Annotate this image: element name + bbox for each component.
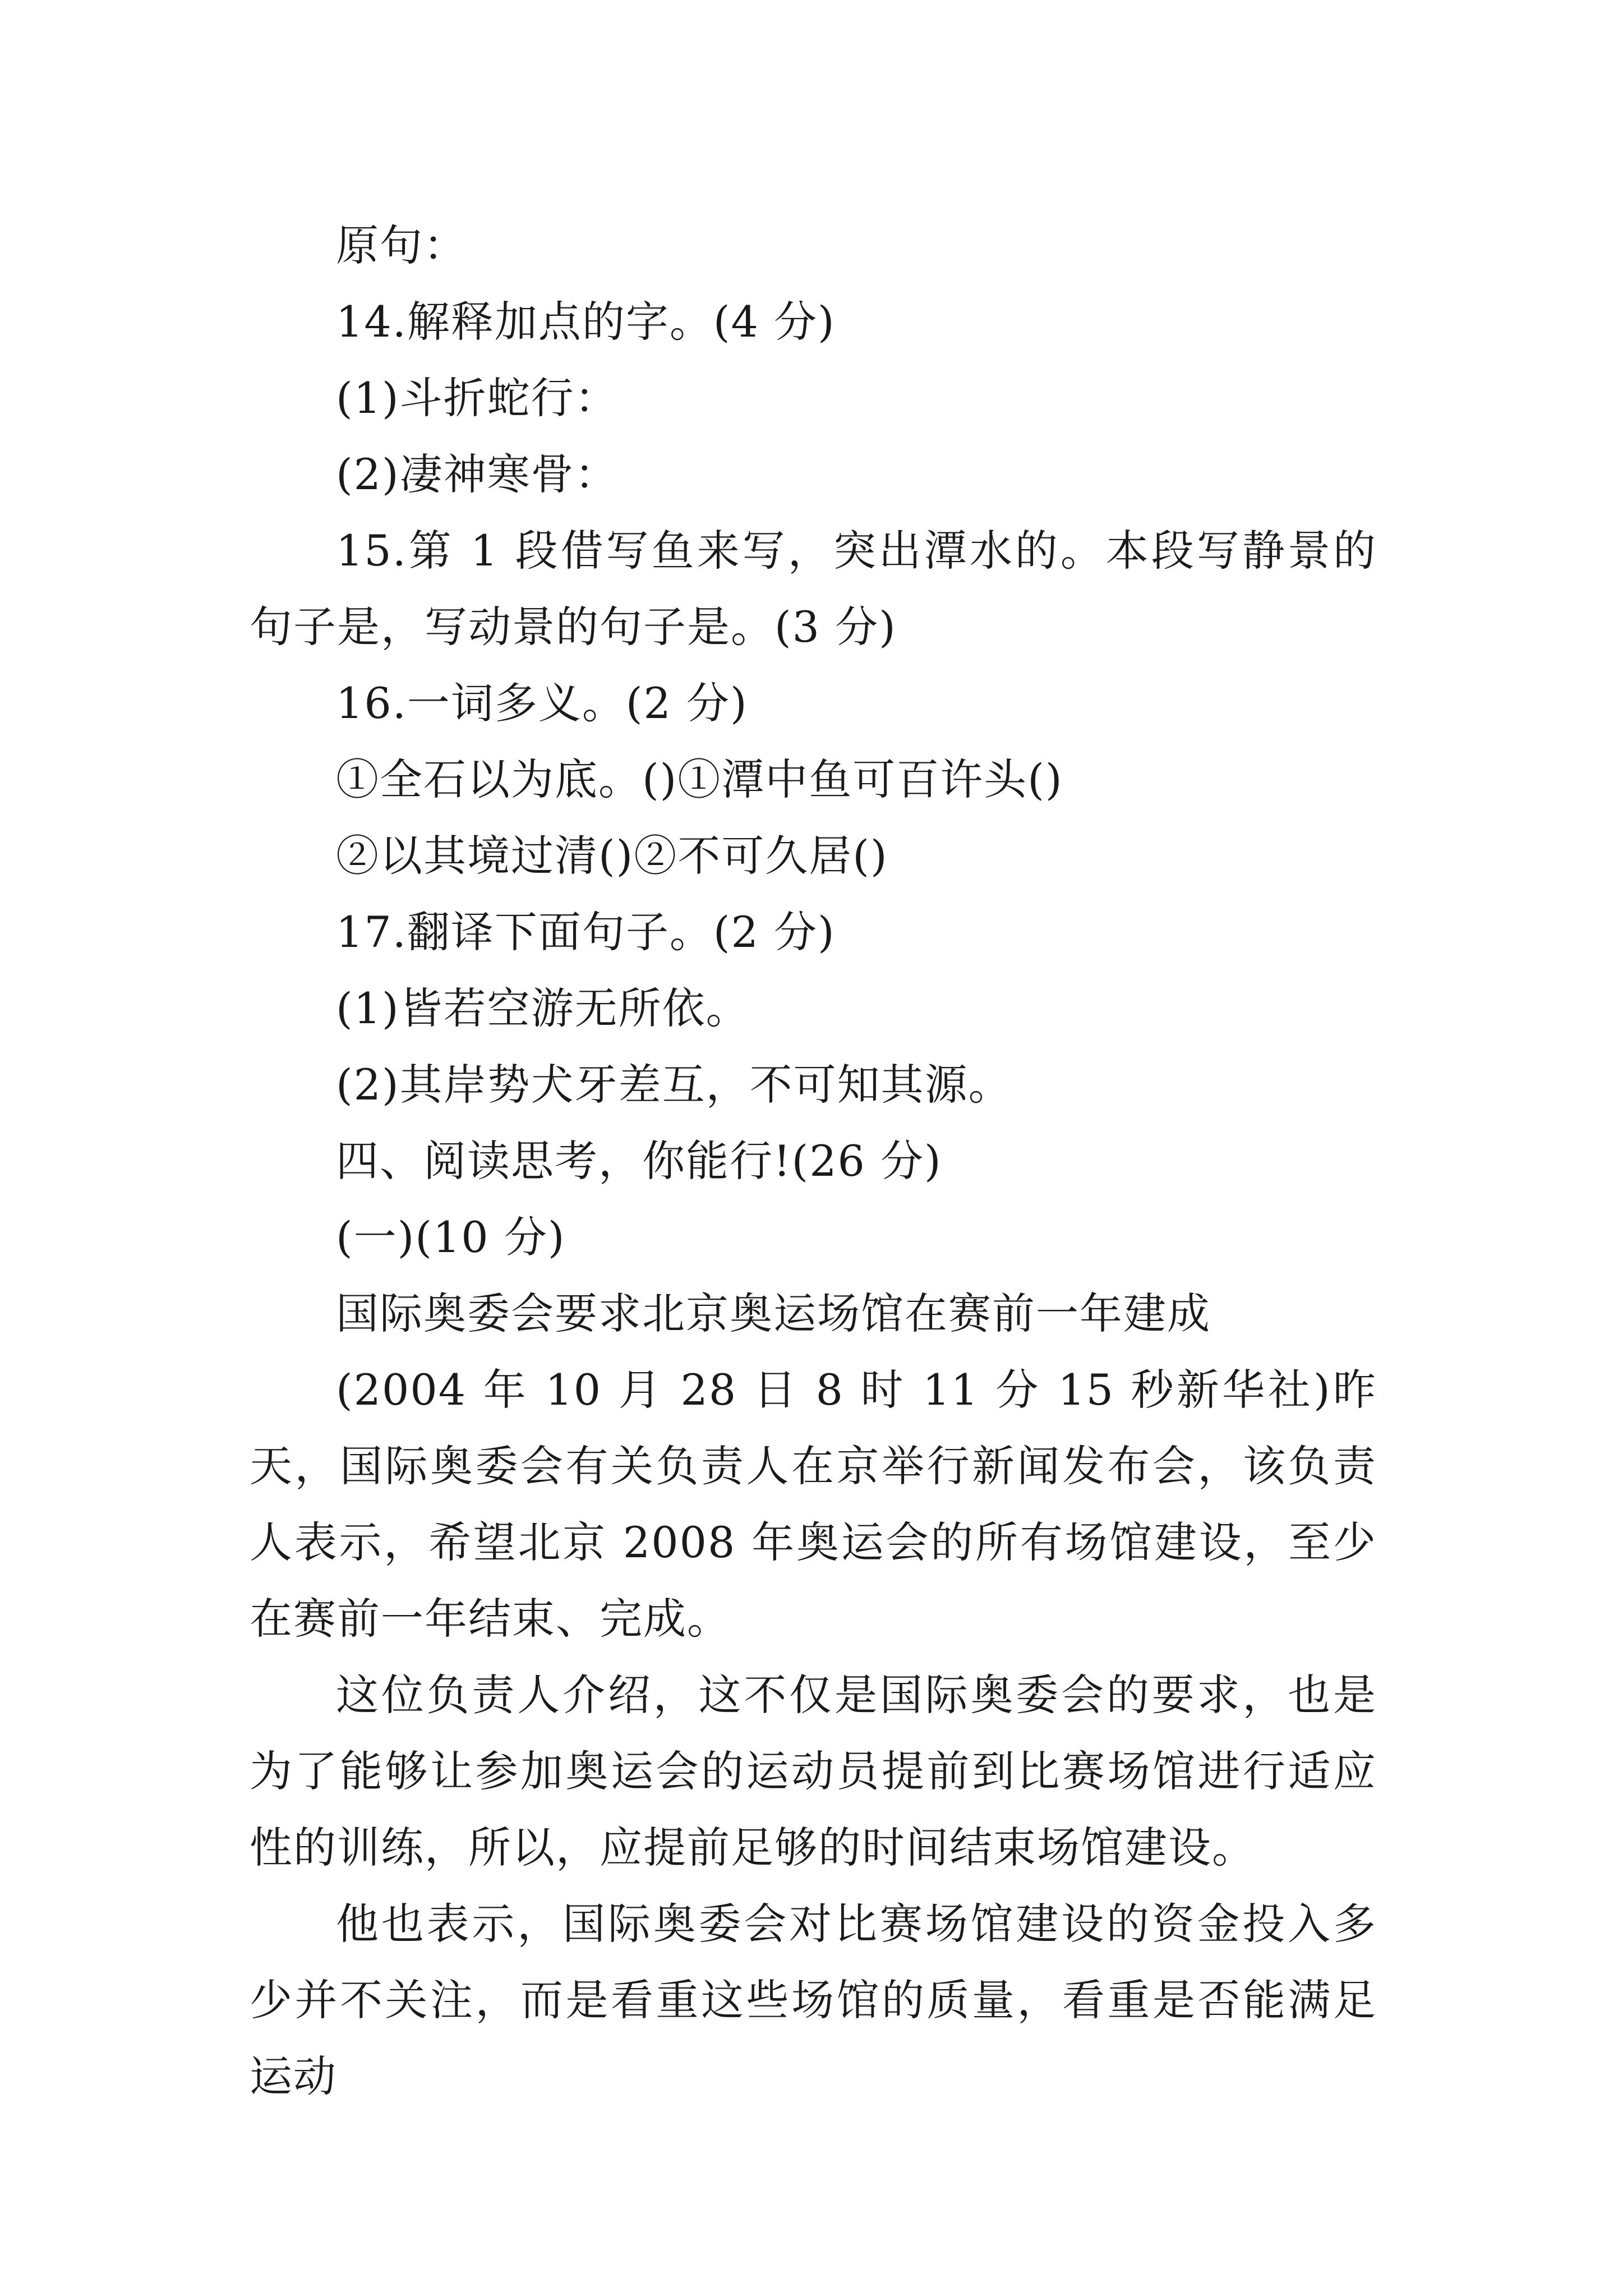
article-paragraph-2: 这位负责人介绍，这不仅是国际奥委会的要求，也是为了能够让参加奥运会的运动员提前到比赛场馆进行适应性的训练，所以，应提前足够的时间结束场馆建设。 [250, 1670, 1377, 1872]
question-14-item-1: (1)斗折蛇行： [336, 373, 619, 423]
question-16-item-2: ②以其境过清()②不可久居() [336, 831, 888, 881]
question-16: 16.一词多义。(2 分) [336, 678, 748, 728]
question-14: 14.解释加点的字。(4 分) [336, 297, 836, 347]
text-line-original-sentence: 原句： [336, 220, 467, 270]
question-17-item-1: (1)皆若空游无所依。 [336, 983, 750, 1033]
question-17: 17.翻译下面句子。(2 分) [336, 907, 836, 957]
subsection-heading-one: (一)(10 分) [336, 1212, 566, 1262]
question-17-item-2: (2)其岸势犬牙差互，不可知其源。 [336, 1060, 1012, 1110]
question-16-item-1: ①全石以为底。()①潭中鱼可百许头() [336, 754, 1063, 804]
article-paragraph-3: 他也表示，国际奥委会对比赛场馆建设的资金投入多少并不关注，而是看重这些场馆的质量，看重是否能满足运动 [250, 1899, 1377, 2101]
question-15: 15.第 1 段借写鱼来写，突出潭水的。本段写静景的句子是，写动景的句子是。(3 分) [250, 526, 1377, 652]
question-14-item-2: (2)凄神寒骨： [336, 449, 619, 499]
article-paragraph-1: (2004 年 10 月 28 日 8 时 11 分 15 秒新华社)昨天，国际奥委会有关负责人在京举行新闻发布会，该负责人表示，希望北京 2008 年奥运会的所有场馆建设，至少在赛前一年结束、完成。 [250, 1365, 1377, 1644]
section-heading-four: 四、阅读思考，你能行!(26 分) [336, 1136, 942, 1186]
document-body [250, 208, 1377, 2115]
article-title: 国际奥委会要求北京奥运场馆在赛前一年建成 [336, 1289, 1211, 1338]
